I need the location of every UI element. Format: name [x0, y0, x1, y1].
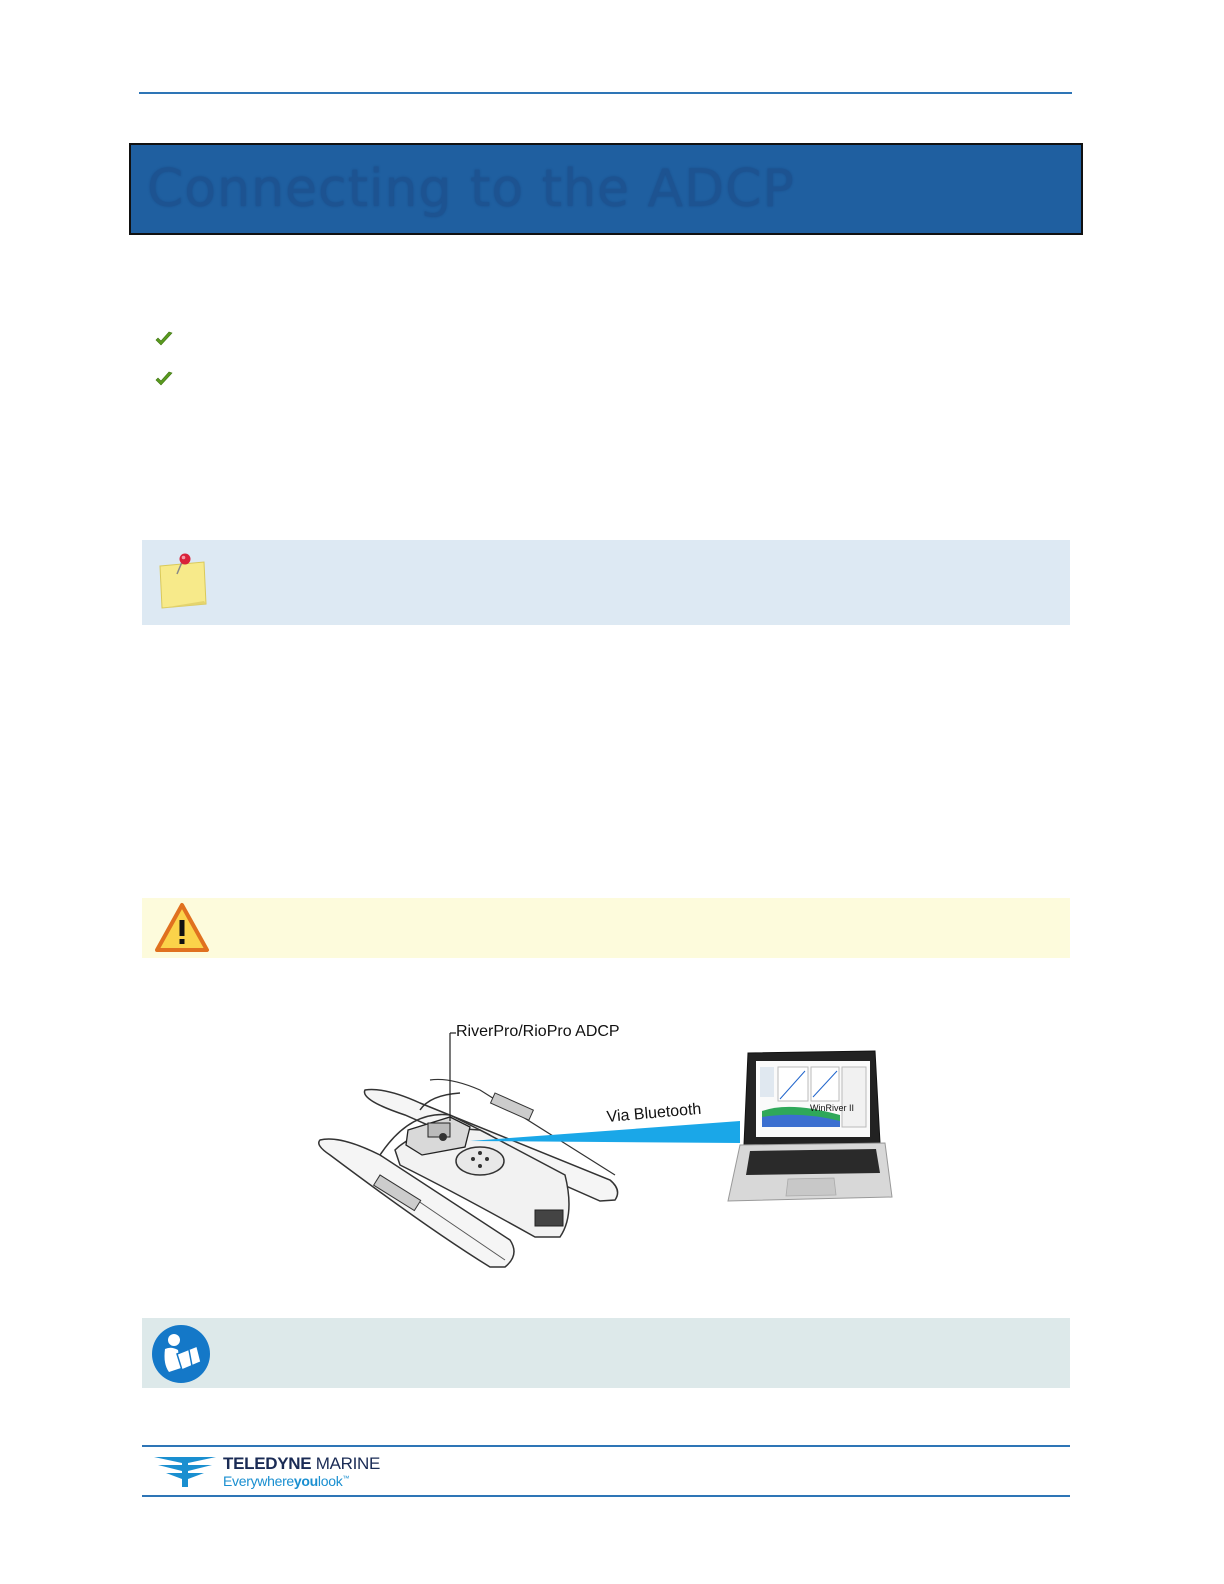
- teledyne-mark-icon: [152, 1455, 218, 1489]
- boat-laptop-illustration: [310, 1015, 900, 1285]
- brand-tagline: Everywhereyoulook™: [223, 1473, 350, 1489]
- header-rule: [139, 92, 1072, 94]
- warning-icon: [154, 902, 210, 954]
- note-box: [142, 540, 1070, 625]
- reference-box: [142, 1318, 1070, 1388]
- check-icon: [155, 331, 173, 347]
- winriver-screen-label: WinRiver II: [810, 1103, 855, 1113]
- footer-rule-bottom: [142, 1495, 1070, 1497]
- adcp-label: RiverPro/RioPro ADCP: [456, 1023, 620, 1040]
- check-icon: [155, 371, 173, 387]
- footer-rule-top: [142, 1445, 1070, 1447]
- brand-name: TELEDYNE MARINE: [223, 1454, 381, 1473]
- teledyne-logo: [152, 1452, 392, 1492]
- bluetooth-label: Via Bluetooth: [606, 1100, 703, 1126]
- bluetooth-connection-figure: [310, 1015, 900, 1285]
- section-banner: [129, 143, 1083, 235]
- caution-box: [142, 898, 1070, 958]
- read-manual-icon: [151, 1324, 211, 1384]
- page-title: Connecting to the ADCP: [147, 159, 795, 219]
- pushpin-note-icon: [156, 552, 208, 610]
